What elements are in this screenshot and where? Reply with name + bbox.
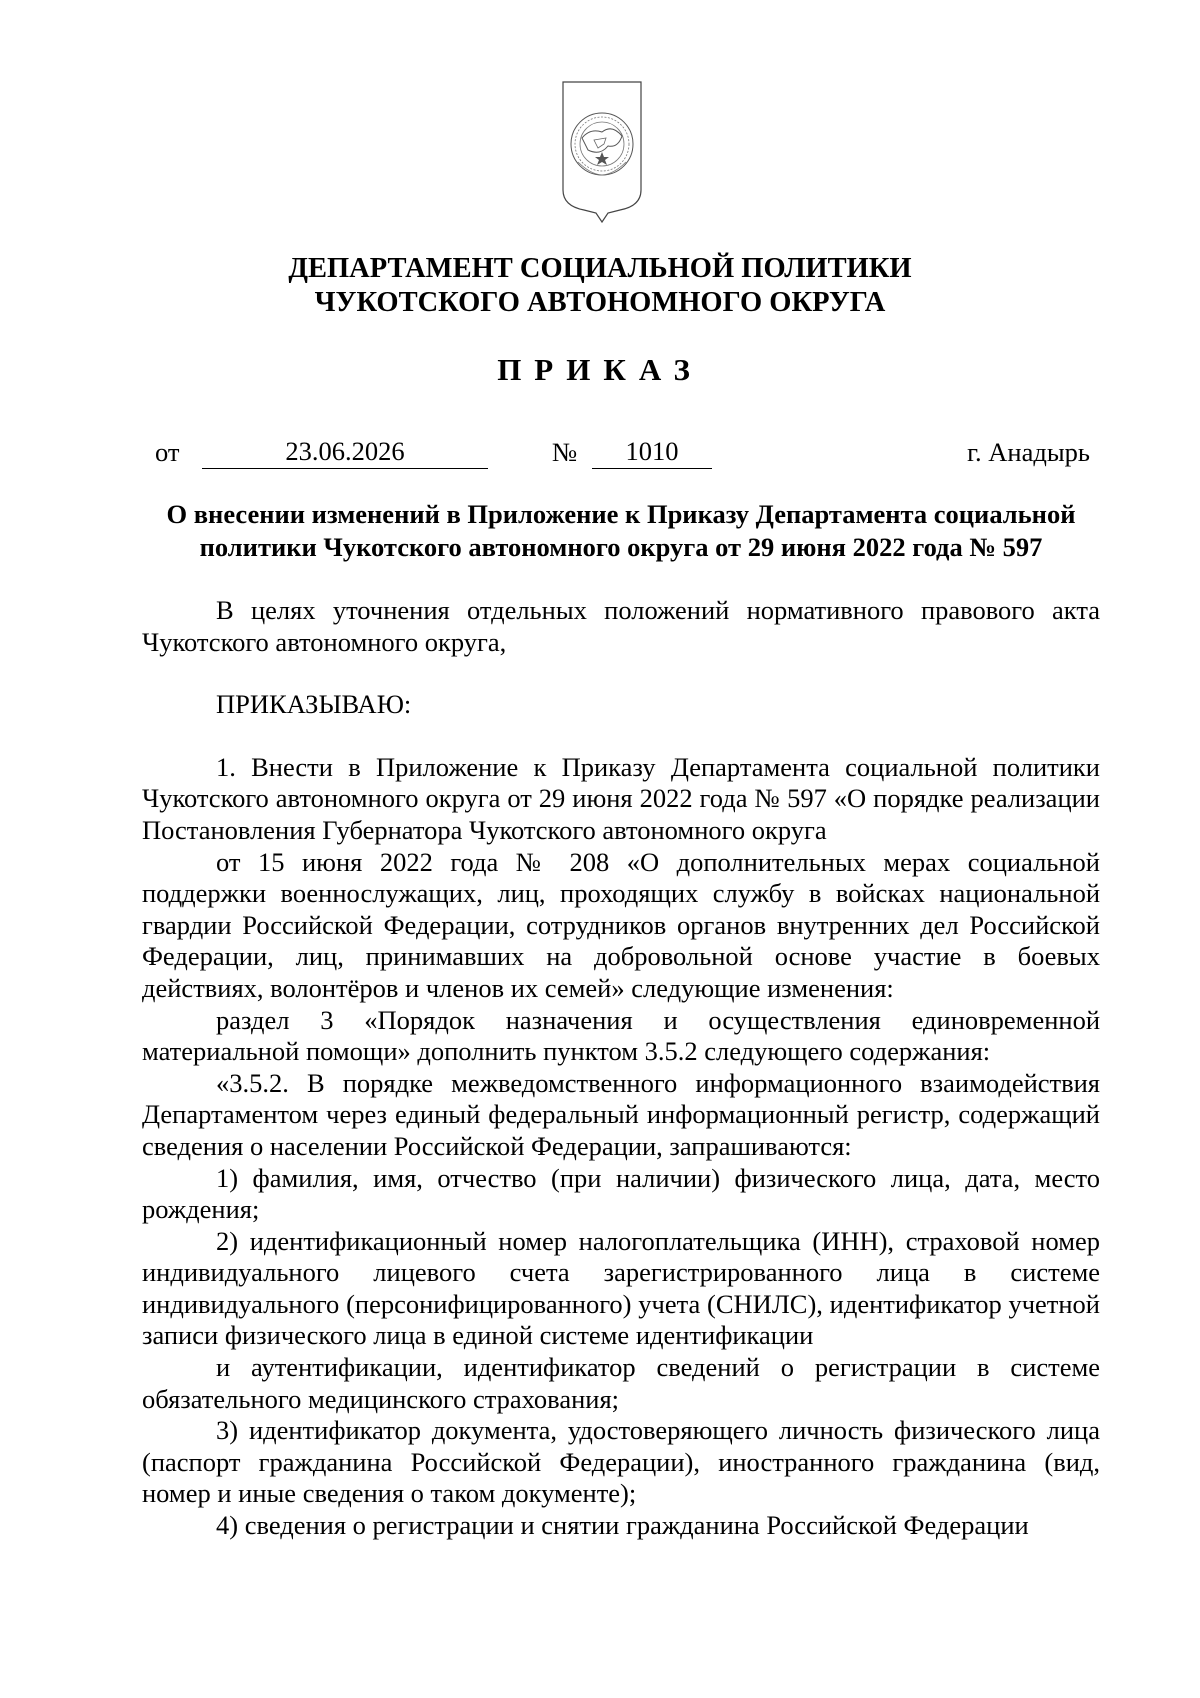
paragraph-section-3: раздел 3 «Порядок назначения и осуществления единовременной материальной помощи» дополнить пунктом 3.5.2 следующего содержания: (142, 1004, 1100, 1067)
department-name-line-2: ЧУКОТСКОГО АВТОНОМНОГО ОКРУГА (314, 287, 886, 318)
list-item-4: 4) сведения о регистрации и снятии гражданина Российской Федерации (216, 1510, 1029, 1541)
document-type-title: ПРИКАЗ (497, 352, 703, 387)
list-item-2-continued: и аутентификации, идентификатор сведений о регистрации в системе обязательного медицинского страхования; (142, 1352, 1100, 1414)
paragraph-item-1: 1. Внести в Приложение к Приказу Департамента социальной политики Чукотского автономного округа от 29 июня 2022 года № 597 «О порядке реализации Постановления Губернатора Чукотского автономного округа (142, 751, 1100, 845)
paragraph-item-1-continued: от 15 июня 2022 года № 208 «О дополнительных мерах социальной поддержки военнослужащих, лиц, проходящих службу в войсках национальной гвардии Российской Федерации, сотрудников органов внутренних дел Российской Федерации, лиц, принимавших на добровольной основе участие в боевых действиях, волонтёров и членов их семей» следующие изменения: (142, 846, 1100, 1003)
document-date: 23.06.2026 (202, 434, 488, 469)
preamble-paragraph: В целях уточнения отдельных положений нормативного правового акта Чукотского автономного округа, (142, 595, 1100, 657)
order-word: ПРИКАЗЫВАЮ: (216, 689, 412, 720)
department-name-line-1: ДЕПАРТАМЕНТ СОЦИАЛЬНОЙ ПОЛИТИКИ (288, 253, 912, 284)
document-body (142, 595, 1100, 1542)
document-city: г. Анадырь (967, 437, 1090, 467)
subject-line-1: О внесении изменений в Приложение к Приказу Департамента социальной (166, 499, 1076, 529)
date-prefix: от (155, 437, 180, 467)
document-subject (140, 498, 1102, 564)
list-item-2: 2) идентификационный номер налогоплательщика (ИНН), страховой номер индивидуального лицевого счета зарегистрированного лица в системе индивидуального (персонифицированного) учета (СНИЛС), идентификатор учетной записи физического лица в единой системе идентификации (142, 1225, 1100, 1351)
number-sign: № (552, 437, 578, 467)
department-name (0, 252, 1200, 320)
list-item-3: 3) идентификатор документа, удостоверяющего личность физического лица (паспорт гражданина Российской Федерации), иностранного гражданина (вид, номер и иные сведения о таком документе); (142, 1415, 1100, 1509)
paragraph-3-5-2: «3.5.2. В порядке межведомственного информационного взаимодействия Департаментом через единый федеральный информационный регистр, содержащий сведения о населении Российской Федерации, запрашиваются: (142, 1067, 1100, 1161)
list-item-1: 1) фамилия, имя, отчество (при наличии) физического лица, дата, место рождения; (142, 1162, 1100, 1225)
document-number: 1010 (592, 434, 712, 469)
coat-of-arms-icon (560, 78, 644, 226)
document-meta (155, 434, 1090, 474)
subject-line-2: политики Чукотского автономного округа от 29 июня 2022 года № 597 (199, 532, 1043, 562)
